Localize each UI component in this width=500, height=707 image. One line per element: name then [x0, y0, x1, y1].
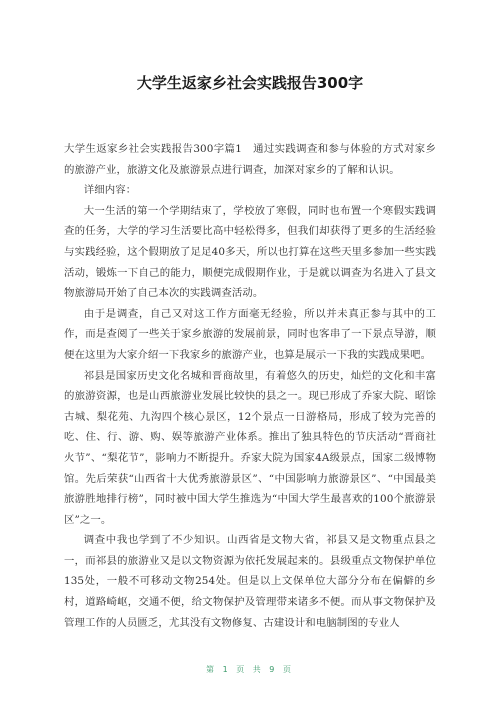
document-title: 大学生返家乡社会实践报告300字: [136, 74, 364, 92]
page-footer: 第 1 页 共 9 页: [206, 665, 294, 674]
paragraph-findings: 调查中我也学到了不少知识。山西省是文物大省，祁县又是文物重点县之一，而祁县的旅游业又是以文物资源为依托发展起来的。县级重点文物保护单位135处，一般不可移动文物254处。但是以上文保单位大部分分布在偏僻的乡村，道路崎岖，交通不便，给文物保护及管理带来诸多不便。而从事文物保护及管理工作的人员匮乏，尤其没有文物修复、古建设计和电脑制图的专业人: [64, 534, 436, 629]
paragraph-details-heading: 详细内容：: [83, 184, 137, 197]
paragraph-qixian-tourism: 祁县是国家历史文化名城和晋商故里，有着悠久的历史，灿烂的文化和丰富的旅游资源，也是山西旅游业发展比较快的县之一。现已形成了乔家大院、昭馀古城、梨花苑、九沟四个核心景区，12个景点一日游格局，形成了较为完善的吃、住、行、游、购、娱等旅游产业体系。推出了独具特色的节庆活动“晋商社火节”、“梨花节”，影响力不断提升。乔家大院为国家4A级景点，国家二级博物馆。先后荣获“山西省十大优秀旅游景区”、“中国影响力旅游景区”、“中国最美旅游胜地排行榜”，同时被中国大学生推选为“中国大学生最喜欢的100个旅游景区”之一。: [64, 369, 436, 526]
paragraph-background: 大一生活的第一个学期结束了，学校放了寒假，同时也布置一个寒假实践调查的任务，大学的学习生活要比高中轻松得多，但我们却获得了更多的生活经验与实践经验，这个假期放了足足40多天，所以也打算在这些天里多参加一些实践活动，锻炼一下自己的能力，顺便完成假期作业，于是就以调查为名进入了县文物旅游局开始了自己本次的实践调查活动。: [64, 204, 436, 300]
paragraph-method: 由于是调查，自己又对这工作方面毫无经验，所以并未真正参与其中的工作，而是查阅了一些关于家乡旅游的发展前景，同时也客串了一下景点导游，顺便在这里为大家介绍一下我家乡的旅游产业，也算是展示一下我的实践成果吧。: [64, 307, 436, 361]
document-body: [64, 139, 436, 633]
paragraph-intro: 大学生返家乡社会实践报告300字篇1 通过实践调查和参与体验的方式对家乡的旅游产业，旅游文化及旅游景点进行调查，加深对家乡的了解和认识。: [64, 143, 436, 176]
